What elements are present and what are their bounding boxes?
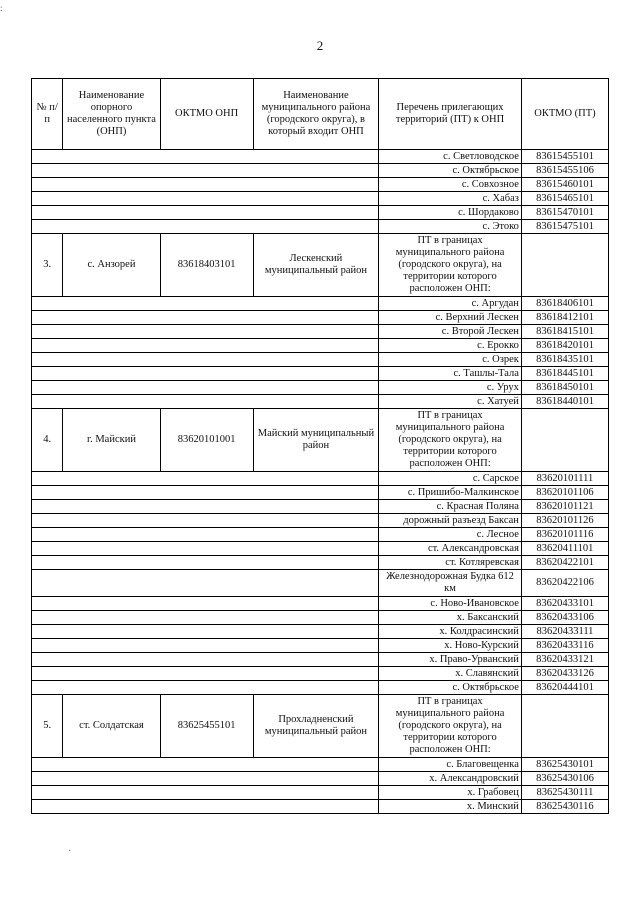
spacer-cell [32,667,379,681]
table-row [32,639,609,653]
territory-oktmo: 83620101111 [521,472,608,486]
territory-name: х. Грабовец [379,786,522,800]
territory-oktmo: 83620101126 [521,514,608,528]
page-number: 2 [316,38,324,53]
spacer-cell [32,800,379,814]
territory-name: х. Право-Урванский [379,653,522,667]
table-row [32,625,609,639]
territory-name: с. Октябрьское [379,681,522,695]
table-row [32,381,609,395]
territory-name: с. Хабаз [379,192,522,206]
header-oktmo-pt: ОКТМО (ПТ) [521,79,608,150]
table-row [32,486,609,500]
district-name: Прохладненский муниципальный район [253,695,379,758]
territory-oktmo: 83618445101 [521,367,608,381]
spacer-cell [32,597,379,611]
spacer-cell [32,353,379,367]
territory-oktmo: 83618435101 [521,353,608,367]
group-number: 4. [32,409,63,472]
spacer-cell [32,542,379,556]
territory-name: ст. Александровская [379,542,522,556]
group-header-row [32,409,609,472]
spacer-cell [32,220,379,234]
onp-oktmo: 83620101001 [160,409,253,472]
territory-name: х. Ново-Курский [379,639,522,653]
header-district: Наименование муниципального района (городского округа), в который входит ОНП [253,79,379,150]
table-row [32,528,609,542]
spacer-cell [32,206,379,220]
spacer-cell [32,786,379,800]
table-row [32,472,609,486]
spacer-cell [32,486,379,500]
territory-oktmo: 83620433116 [521,639,608,653]
table-header-row [32,79,609,150]
spacer-cell [32,339,379,353]
territory-name: х. Колдрасинский [379,625,522,639]
table-row [32,681,609,695]
territory-oktmo: 83618415101 [521,325,608,339]
spacer-cell [32,611,379,625]
territory-oktmo: 83620101106 [521,486,608,500]
onp-name: ст. Солдатская [63,695,160,758]
territory-name: с. Совхозное [379,178,522,192]
territory-oktmo: 83615475101 [521,220,608,234]
table-row [32,164,609,178]
territory-name: с. Ново-Ивановское [379,597,522,611]
table-row [32,311,609,325]
territory-name: с. Ташлы-Тала [379,367,522,381]
spacer-cell [32,395,379,409]
territory-oktmo: 83615470101 [521,206,608,220]
territory-oktmo: 83620101121 [521,500,608,514]
table-row [32,325,609,339]
table-row [32,339,609,353]
territory-oktmo: 83620433126 [521,667,608,681]
table-row [32,800,609,814]
onp-name: г. Майский [63,409,160,472]
spacer-cell [32,556,379,570]
group-number: 5. [32,695,63,758]
territory-oktmo: 83620422101 [521,556,608,570]
pt-header: ПТ в границах муниципального района (городского округа), на территории которого расположен ОНП: [379,695,522,758]
table-row [32,667,609,681]
pt-header: ПТ в границах муниципального района (городского округа), на территории которого расположен ОНП: [379,409,522,472]
table-row [32,395,609,409]
table-row [32,772,609,786]
table-row [32,220,609,234]
territory-oktmo: 83620411101 [521,542,608,556]
spacer-cell [32,639,379,653]
territory-name: с. Шордаково [379,206,522,220]
spacer-cell [32,297,379,311]
spacer-cell [32,772,379,786]
spacer-cell [32,150,379,164]
onp-oktmo: 83625455101 [160,695,253,758]
table-row [32,192,609,206]
header-oktmo-onp: ОКТМО ОНП [160,79,253,150]
territory-name: с. Второй Лескен [379,325,522,339]
spacer-cell [32,472,379,486]
spacer-cell [32,758,379,772]
territory-oktmo: 83615455106 [521,164,608,178]
onp-table [31,78,609,814]
pt-header: ПТ в границах муниципального района (городского округа), на территории которого расположен ОНП: [379,234,522,297]
table-row [32,367,609,381]
territory-name: с. Ерокко [379,339,522,353]
spacer-cell [32,500,379,514]
territory-name: с. Лесное [379,528,522,542]
spacer-cell [32,514,379,528]
territory-name: с. Урух [379,381,522,395]
spacer-cell [32,192,379,206]
empty-oktmo-cell [521,234,608,297]
territory-oktmo: 83625430101 [521,758,608,772]
spacer-cell [32,570,379,597]
table-row [32,556,609,570]
table-row [32,514,609,528]
district-name: Лескенский муниципальный район [253,234,379,297]
territory-name: с. Хатуей [379,395,522,409]
table-row [32,786,609,800]
table-row [32,500,609,514]
territory-name: с. Красная Поляна [379,500,522,514]
territory-name: х. Александровский [379,772,522,786]
spacer-cell [32,367,379,381]
table-row [32,353,609,367]
territory-oktmo: 83615460101 [521,178,608,192]
territory-oktmo: 83625430116 [521,800,608,814]
empty-oktmo-cell [521,409,608,472]
table-row [32,611,609,625]
table-row [32,206,609,220]
header-num: № п/п [32,79,63,150]
territory-name: с. Верхний Лескен [379,311,522,325]
table-row [32,653,609,667]
table-row [32,297,609,311]
territory-oktmo: 83618406101 [521,297,608,311]
territory-oktmo: 83620444101 [521,681,608,695]
table-row [32,570,609,597]
spacer-cell [32,178,379,192]
spacer-cell [32,625,379,639]
territory-name: с. Сарское [379,472,522,486]
margin-mark: : [0,3,3,13]
territory-name: ст. Котляревская [379,556,522,570]
territory-oktmo: 83618412101 [521,311,608,325]
territory-name: с. Аргудан [379,297,522,311]
header-territories: Перечень прилегающих территорий (ПТ) к ОНП [379,79,522,150]
territory-oktmo: 83618440101 [521,395,608,409]
territory-oktmo: 83625430106 [521,772,608,786]
territory-name: х. Славянский [379,667,522,681]
territory-name: Железнодорожная Будка 612 км [379,570,522,597]
table-row [32,178,609,192]
spacer-cell [32,164,379,178]
district-name: Майский муниципальный район [253,409,379,472]
territory-oktmo: 83615455101 [521,150,608,164]
group-header-row [32,234,609,297]
header-onp-name: Наименование опорного населенного пункта (ОНП) [63,79,160,150]
territory-oktmo: 83618450101 [521,381,608,395]
group-number: 3. [32,234,63,297]
table-body [32,150,609,814]
territory-name: с. Этоко [379,220,522,234]
table-row [32,542,609,556]
spacer-cell [32,325,379,339]
territory-oktmo: 83620433106 [521,611,608,625]
onp-name: с. Анзорей [63,234,160,297]
spacer-cell [32,381,379,395]
territory-oktmo: 83620101116 [521,528,608,542]
spacer-cell [32,528,379,542]
spacer-cell [32,653,379,667]
territory-name: х. Минский [379,800,522,814]
spacer-cell [32,311,379,325]
empty-oktmo-cell [521,695,608,758]
table-row [32,150,609,164]
spacer-cell [32,681,379,695]
table-row [32,758,609,772]
territory-oktmo: 83620433111 [521,625,608,639]
territory-oktmo: 83625430111 [521,786,608,800]
table-row [32,597,609,611]
territory-name: дорожный разъезд Баксан [379,514,522,528]
territory-oktmo: 83615465101 [521,192,608,206]
territory-name: х. Баксанский [379,611,522,625]
group-header-row [32,695,609,758]
territory-name: с. Озрек [379,353,522,367]
territory-name: с. Октябрьское [379,164,522,178]
onp-oktmo: 83618403101 [160,234,253,297]
territory-name: с. Светловодское [379,150,522,164]
territory-oktmo: 83620433121 [521,653,608,667]
footer-mark: · [68,846,72,857]
territory-name: с. Благовещенка [379,758,522,772]
territory-name: с. Пришибо-Малкинское [379,486,522,500]
territory-oktmo: 83618420101 [521,339,608,353]
territory-oktmo: 83620433101 [521,597,608,611]
territory-oktmo: 83620422106 [521,570,608,597]
